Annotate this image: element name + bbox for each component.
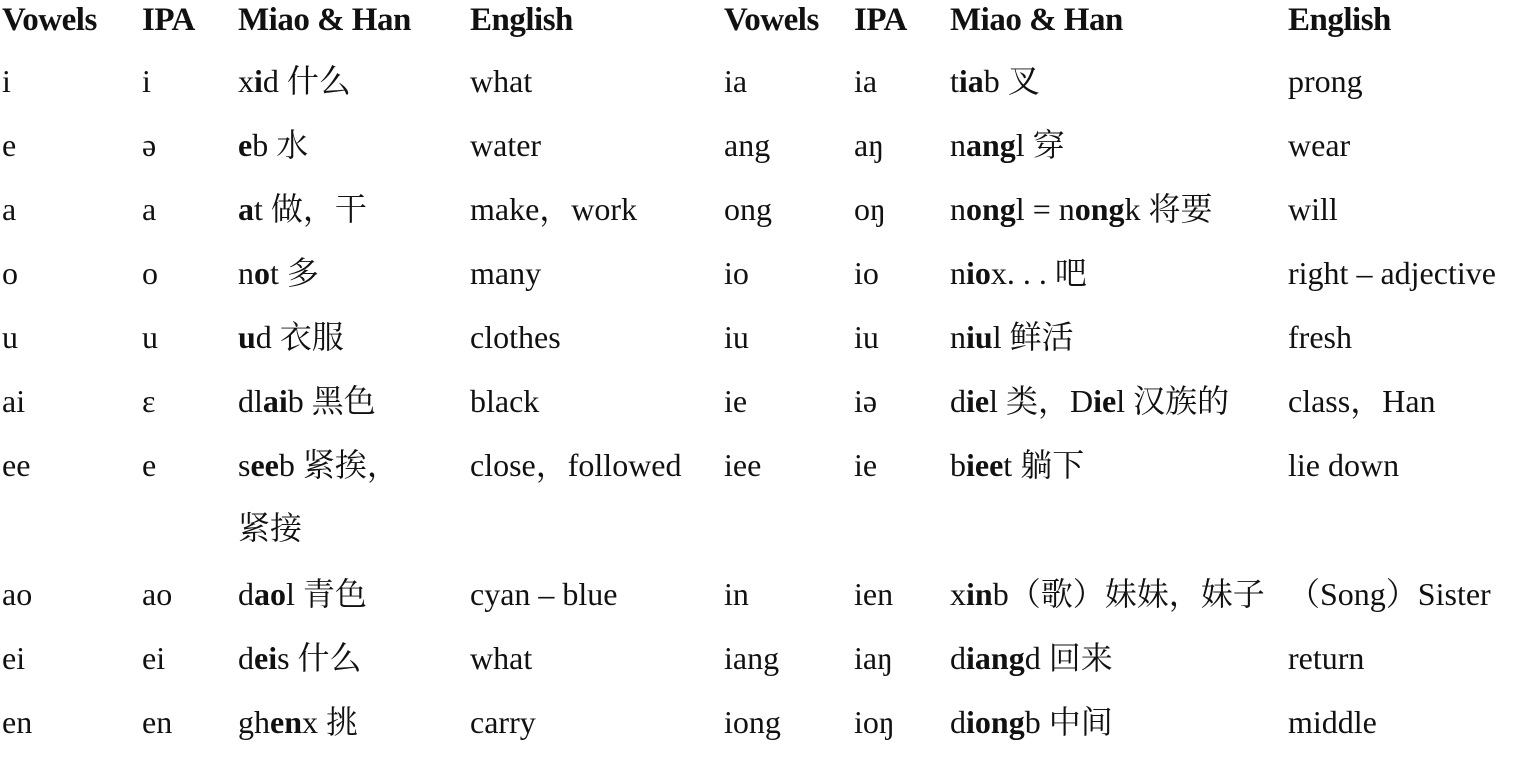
vowel-highlight: iong <box>966 704 1025 740</box>
ipa-cell: ien <box>854 576 894 612</box>
english-cell: black <box>470 383 540 419</box>
english-cell: water <box>470 127 542 163</box>
english-cell: will <box>1288 191 1338 227</box>
word-part: gh <box>238 704 270 740</box>
ipa-cell: io <box>854 255 879 291</box>
vowel-cell: a <box>2 191 17 227</box>
vowel-highlight: ong <box>966 191 1016 227</box>
word-part: x <box>950 576 966 612</box>
table-row <box>0 445 1528 505</box>
vowel-highlight: iee <box>966 447 1004 483</box>
vowel-highlight: ang <box>966 127 1016 163</box>
vowel-highlight: ao <box>254 576 286 612</box>
vowel-cell: e <box>2 127 17 163</box>
english-cell: middle <box>1288 704 1377 740</box>
word-part: x. . . 吧 <box>990 255 1087 291</box>
ipa-cell: e <box>142 447 157 483</box>
vowel-cell: o <box>2 255 18 291</box>
header-ipa-right: IPA <box>854 2 907 38</box>
header-vowels-left: Vowels <box>2 2 97 38</box>
vowel-highlight: ee <box>250 447 279 483</box>
word-part: l = n <box>1015 191 1075 227</box>
ipa-cell: a <box>142 191 157 227</box>
word-part: d 什么 <box>262 63 351 99</box>
miao-han-cell <box>238 381 376 421</box>
ipa-cell: iə <box>854 383 878 419</box>
header-english-right: English <box>1288 2 1391 38</box>
vowel-highlight: ie <box>966 383 990 419</box>
table-row <box>0 574 1528 634</box>
miao-han-cell <box>950 61 1040 101</box>
vowel-highlight: i <box>254 63 263 99</box>
vowel-cell: io <box>724 255 749 291</box>
vowel-cell: iang <box>724 640 780 676</box>
ipa-cell: ia <box>854 63 878 99</box>
miao-han-cell <box>950 253 1087 293</box>
miao-han-cell <box>238 253 319 293</box>
table-row <box>0 638 1528 698</box>
vowel-highlight: ia <box>958 63 984 99</box>
miao-han-cell <box>238 61 351 101</box>
table-row <box>0 125 1528 185</box>
ipa-cell: i <box>142 63 151 99</box>
vowel-highlight: iu <box>966 319 993 355</box>
header-vowels-right: Vowels <box>724 2 819 38</box>
word-part: n <box>950 127 966 163</box>
ipa-cell: iu <box>854 319 879 355</box>
vowel-cell: iee <box>724 447 762 483</box>
ipa-cell: ioŋ <box>854 704 895 740</box>
word-part: d <box>950 383 966 419</box>
vowel-highlight: a <box>238 191 254 227</box>
vowel-cell: iong <box>724 704 781 740</box>
vowel-highlight: u <box>238 319 256 355</box>
table-row <box>0 702 1528 762</box>
miao-han-cell <box>950 317 1074 357</box>
word-part: d <box>950 640 966 676</box>
word-part: l 类，D <box>989 383 1094 419</box>
word-part: d 衣服 <box>255 319 344 355</box>
vowel-highlight: ie <box>1093 383 1117 419</box>
ipa-cell: u <box>142 319 158 355</box>
vowel-highlight: ei <box>254 640 278 676</box>
ipa-cell: ə <box>142 127 157 163</box>
english-cell: prong <box>1288 63 1363 99</box>
english-cell: fresh <box>1288 319 1352 355</box>
word-part: b 叉 <box>983 63 1040 99</box>
vowel-cell: ang <box>724 127 771 163</box>
ipa-cell: iaŋ <box>854 640 893 676</box>
word-part: l 青色 <box>286 576 367 612</box>
table-row <box>0 189 1528 249</box>
vowel-cell: ao <box>2 576 33 612</box>
ipa-cell: ao <box>142 576 173 612</box>
english-cell: return <box>1288 640 1365 676</box>
word-part: t 做，干 <box>254 191 367 227</box>
word-part: b 黑色 <box>287 383 376 419</box>
word-part: t 躺下 <box>1003 447 1085 483</box>
word-part: b 紧挨， <box>278 447 399 483</box>
english-cell: many <box>470 255 542 291</box>
vowel-cell: ie <box>724 383 748 419</box>
english-cell: lie down <box>1288 447 1400 483</box>
word-part: b 水 <box>252 127 309 163</box>
english-cell: class，Han <box>1288 383 1436 419</box>
ipa-cell: aŋ <box>854 127 885 163</box>
table-row <box>0 317 1528 377</box>
vowel-cell: en <box>2 704 33 740</box>
miao-han-cell <box>238 445 399 485</box>
english-cell: close，followed <box>470 447 682 483</box>
word-part: k 将要 <box>1124 191 1213 227</box>
english-cell: what <box>470 640 533 676</box>
vowel-cell: in <box>724 576 749 612</box>
vowel-highlight: ai <box>262 383 288 419</box>
vowel-cell: ee <box>2 447 31 483</box>
vowel-cell: ai <box>2 383 26 419</box>
word-part: s 什么 <box>277 640 362 676</box>
miao-han-cell <box>238 638 362 678</box>
vowel-cell: iu <box>724 319 749 355</box>
english-cell: what <box>470 63 533 99</box>
miao-han-cell <box>950 574 1265 614</box>
word-part: l 鲜活 <box>992 319 1074 355</box>
word-part: d <box>238 640 254 676</box>
ipa-cell: en <box>142 704 173 740</box>
word-part: x <box>238 63 254 99</box>
english-cell: （Song）Sister <box>1288 576 1491 612</box>
word-part: d <box>238 576 254 612</box>
word-part: b 中间 <box>1024 704 1113 740</box>
ipa-cell: ie <box>854 447 878 483</box>
english-cell: cyan – blue <box>470 576 618 612</box>
vowel-highlight: io <box>966 255 991 291</box>
ipa-cell: oŋ <box>854 191 886 227</box>
vowel-cell: u <box>2 319 18 355</box>
vowel-highlight: o <box>254 255 270 291</box>
header-ipa-left: IPA <box>142 2 195 38</box>
english-cell: clothes <box>470 319 561 355</box>
word-part: t <box>950 63 959 99</box>
word-part: l 汉族的 <box>1116 383 1230 419</box>
vowel-highlight: e <box>238 127 253 163</box>
table-row <box>0 381 1528 441</box>
vowel-cell: ei <box>2 640 26 676</box>
word-part: n <box>950 191 966 227</box>
miao-han-cell <box>950 381 1229 421</box>
miao-han-cell <box>238 574 367 614</box>
miao-han-cell <box>950 638 1113 678</box>
ipa-cell: o <box>142 255 158 291</box>
header-miao-han-left: Miao & Han <box>238 2 411 38</box>
vowel-highlight: ong <box>1074 191 1125 227</box>
word-part: n <box>238 255 254 291</box>
miao-han-continuation: 紧接 <box>238 510 303 546</box>
word-part: d <box>950 704 966 740</box>
table-row <box>0 61 1528 121</box>
word-part: x 挑 <box>302 704 359 740</box>
miao-han-cell <box>238 189 367 229</box>
miao-han-cell <box>950 189 1213 229</box>
ipa-cell: ei <box>142 640 166 676</box>
vowel-highlight: iang <box>966 640 1025 676</box>
header-english-left: English <box>470 2 573 38</box>
vowel-cell: ia <box>724 63 748 99</box>
vowel-highlight: en <box>270 704 302 740</box>
header-miao-han-right: Miao & Han <box>950 2 1123 38</box>
word-part: d 回来 <box>1024 640 1113 676</box>
english-cell: carry <box>470 704 536 740</box>
ipa-cell: ɛ <box>142 383 156 419</box>
english-cell: wear <box>1288 127 1351 163</box>
miao-han-cell <box>238 125 308 165</box>
vowel-highlight: in <box>966 576 993 612</box>
word-part: n <box>950 319 966 355</box>
header-row <box>0 0 1528 60</box>
word-part: t 多 <box>270 255 319 291</box>
miao-han-cell <box>950 125 1065 165</box>
vowel-cell: i <box>2 63 11 99</box>
english-cell: make，work <box>470 191 638 227</box>
miao-han-cell <box>238 317 344 357</box>
word-part: n <box>950 255 966 291</box>
miao-han-cell <box>238 702 358 742</box>
miao-han-cell <box>950 702 1113 742</box>
english-cell: right – adjective <box>1288 255 1496 291</box>
word-part: dl <box>238 383 263 419</box>
table-row <box>0 253 1528 313</box>
word-part: b（歌）妹妹，妹子 <box>992 576 1265 612</box>
word-part: l 穿 <box>1015 127 1065 163</box>
vowel-cell: ong <box>724 191 772 227</box>
miao-han-cell <box>950 445 1084 485</box>
word-part: b <box>950 447 966 483</box>
word-part: s <box>238 447 251 483</box>
